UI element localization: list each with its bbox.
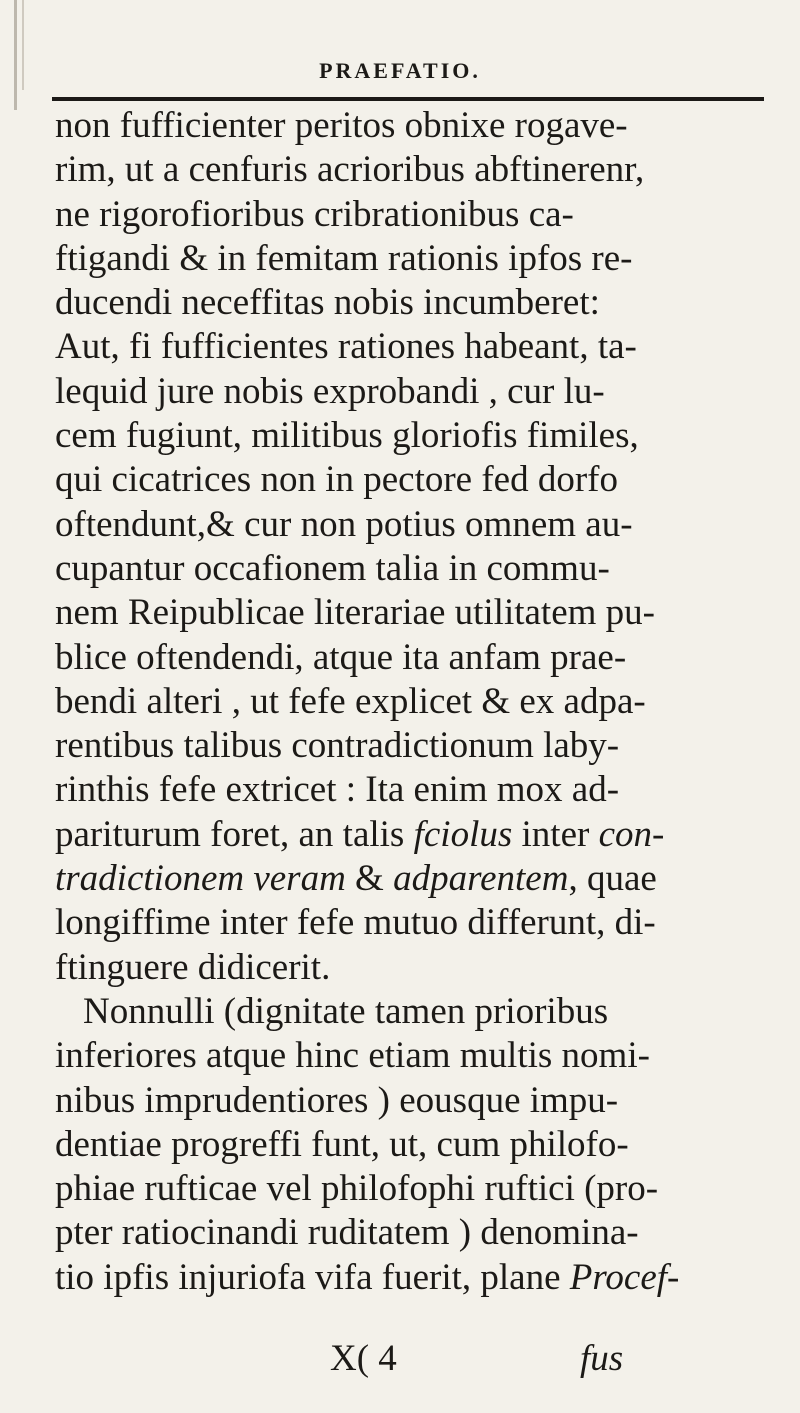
italic-term: fciolus	[413, 813, 513, 855]
italic-term: adparentem	[393, 858, 569, 900]
text-line: blice oftendendi, atque ita anfam prae-	[55, 636, 627, 678]
text-line: phiae rufticae vel philofophi ruftici (pro-	[55, 1168, 659, 1210]
signature-mark: X( 4	[330, 1338, 397, 1379]
italic-term: tradictionem veram	[55, 858, 346, 900]
text-segment: &	[345, 858, 394, 900]
text-line: longiffime inter fefe mutuo differunt, di-	[55, 902, 656, 944]
text-segment: inter	[512, 813, 599, 855]
header-rule	[52, 97, 764, 101]
page-edge	[14, 0, 17, 110]
text-line: nibus imprudentiores ) eousque impu-	[55, 1079, 619, 1121]
text-line: oftendunt,& cur non potius omnem au-	[55, 503, 633, 545]
paragraph-start: Nonnulli (dignitate tamen prioribus	[83, 990, 609, 1032]
italic-term: Procef-	[569, 1256, 680, 1298]
text-line: lequid jure nobis exprobandi , cur lu-	[55, 370, 605, 412]
text-line: dentiae progreffi funt, ut, cum philofo-	[55, 1123, 629, 1165]
body-text	[55, 104, 770, 1300]
text-line: qui cicatrices non in pectore fed dorfo	[55, 459, 618, 501]
text-line: rinthis fefe extricet : Ita enim mox ad-	[55, 769, 620, 811]
text-segment: pariturum foret, an talis	[55, 813, 414, 855]
text-line: nem Reipublicae literariae utilitatem pu-	[55, 592, 655, 634]
text-line	[55, 1256, 770, 1300]
text-line: non fufficienter peritos obnixe rogave-	[55, 105, 628, 146]
text-line: rentibus talibus contradictionum laby-	[55, 725, 620, 767]
text-line: cem fugiunt, militibus gloriofis fimiles,	[55, 415, 639, 457]
text-line: ftigandi & in femitam rationis ipfos re-	[55, 237, 633, 279]
text-line: pter ratiocinandi ruditatem ) denomina-	[55, 1212, 639, 1254]
text-segment: , quae	[568, 858, 657, 900]
running-header: PRAEFATIO.	[319, 58, 481, 83]
text-line: rim, ut a cenfuris acrioribus abftinerenr,	[55, 149, 645, 191]
catchword: fus	[580, 1338, 624, 1379]
text-segment: tio ipfis injuriofa vifa fuerit, plane	[55, 1256, 570, 1298]
text-line: ne rigorofioribus cribrationibus ca-	[55, 193, 574, 235]
italic-term: con-	[598, 813, 665, 855]
text-line	[55, 813, 770, 857]
text-line: ftinguere didicerit.	[55, 946, 331, 988]
text-line: inferiores atque hinc etiam multis nomi-	[55, 1035, 650, 1077]
text-line: bendi alteri , ut fefe explicet & ex adpa-	[55, 680, 646, 722]
text-line: ducendi neceffitas nobis incumberet:	[55, 282, 600, 324]
text-line: Aut, fi fufficientes rationes habeant, ta-	[55, 326, 637, 368]
text-line: cupantur occafionem talia in commu-	[55, 547, 610, 589]
text-line	[55, 857, 770, 901]
